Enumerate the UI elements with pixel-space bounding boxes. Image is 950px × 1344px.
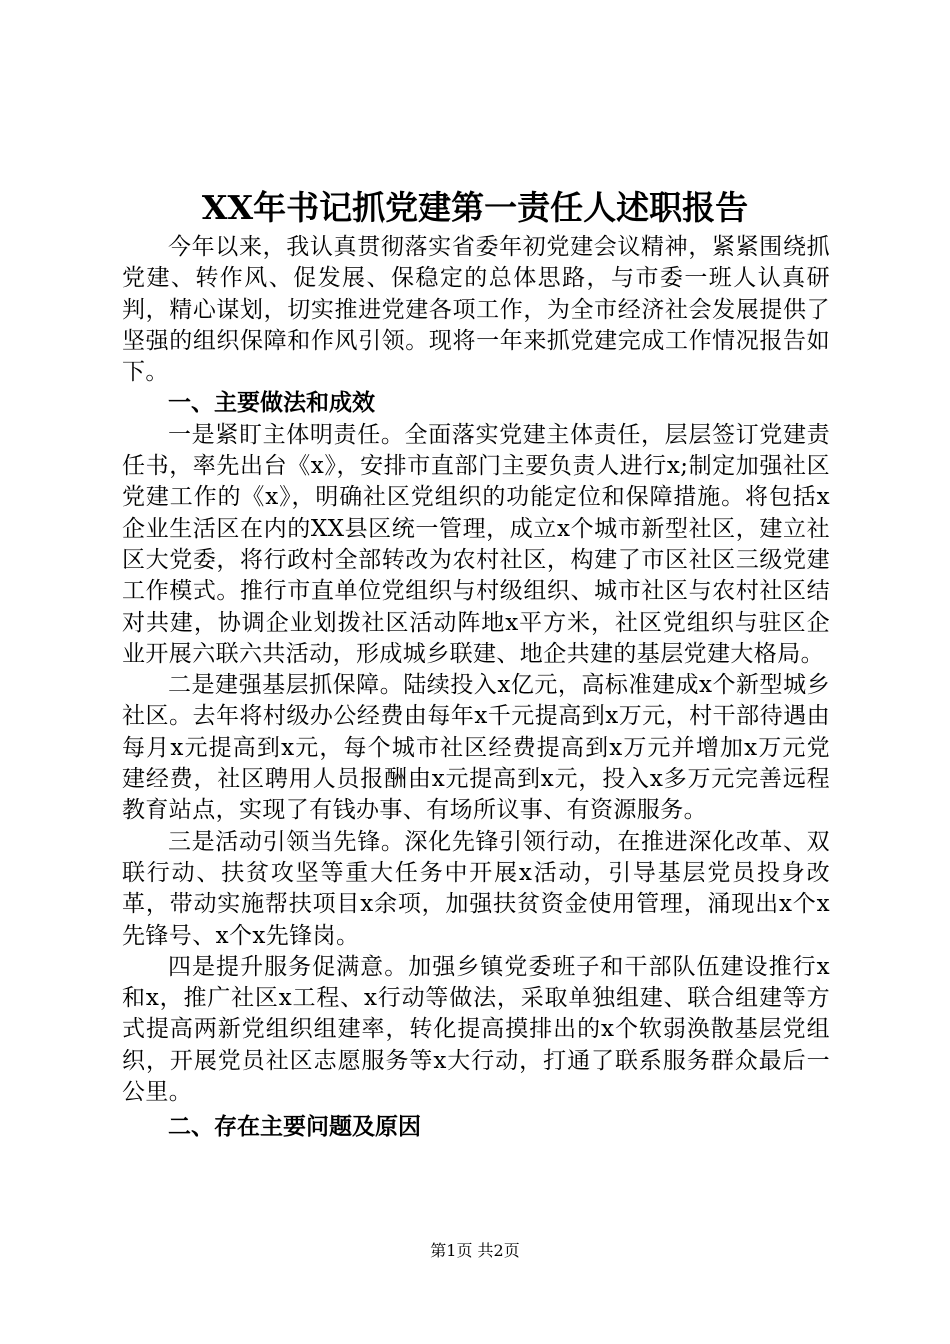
intro-paragraph: 今年以来，我认真贯彻落实省委年初党建会议精神，紧紧围绕抓党建、转作风、促发展、保稳定的总体思路，与市委一班人认真研判，精心谋划，切实推进党建各项工作，为全市经济社会发展提供了坚强的组织保障和作风引领。现将一年来抓党建完成工作情况报告如下。 bbox=[122, 234, 830, 386]
page-indicator: 第1页 共2页 bbox=[430, 1241, 520, 1260]
section-1-paragraph-2: 二是建强基层抓保障。陆续投入x亿元，高标准建成x个新型城乡社区。去年将村级办公经费由每年x千元提高到x万元，村干部待遇由每月x元提高到x元，每个城市社区经费提高到x万元并增加x万元党建经费，社区聘用人员报酬由x元提高到x元，投入x多万元完善远程教育站点，实现了有钱办事、有场所议事、有资源服务。 bbox=[122, 672, 830, 824]
section-1-paragraph-4: 四是提升服务促满意。加强乡镇党委班子和干部队伍建设推行x和x，推广社区x工程、x行动等做法，采取单独组建、联合组建等方式提高两新党组织组建率，转化提高摸排出的x个软弱涣散基层党组织，开展党员社区志愿服务等x大行动，打通了联系服务群众最后一公里。 bbox=[122, 953, 830, 1106]
section-1-paragraph-1: 一是紧盯主体明责任。全面落实党建主体责任，层层签订党建责任书，率先出台《x》，安排市直部门主要负责人进行x;制定加强社区党建工作的《x》，明确社区党组织的功能定位和保障措施。将包括x企业生活区在内的XX县区统一管理，成立x个城市新型社区，建立社区大党委，将行政村全部转改为农村社区，构建了市区社区三级党建工作模式。推行市直单位党组织与村级组织、城市社区与农村社区结对共建，协调企业划拨社区活动阵地x平方米，社区党组织与驻区企业开展六联六共活动，形成城乡联建、地企共建的基层党建大格局。 bbox=[122, 421, 830, 667]
document-title: XX年书记抓党建第一责任人述职报告 bbox=[201, 188, 749, 227]
document-body bbox=[122, 232, 830, 1144]
section-heading-1: 一、主要做法和成效 bbox=[168, 390, 375, 417]
section-1-paragraph-3: 三是活动引领当先锋。深化先锋引领行动，在推进深化改革、双联行动、扶贫攻坚等重大任务中开展x活动，引导基层党员投身改革，带动实施帮扶项目x余项，加强扶贫资金使用管理，涌现出x个x先锋号、x个x先锋岗。 bbox=[122, 828, 830, 949]
section-heading-2: 二、存在主要问题及原因 bbox=[168, 1114, 421, 1141]
